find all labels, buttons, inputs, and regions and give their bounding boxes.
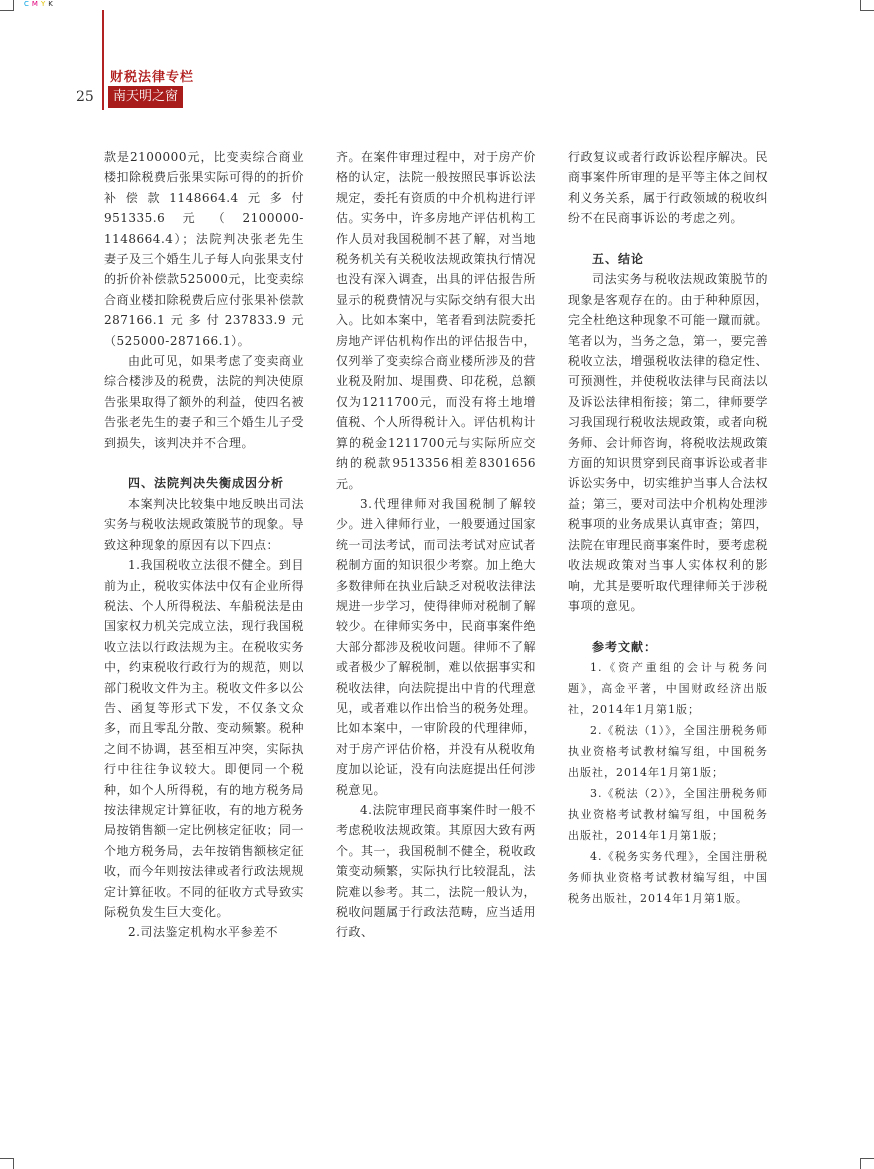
page-number: 25 [76, 89, 94, 105]
header-rule [102, 10, 104, 110]
reference-item: 2.《税法（1）》，全国注册税务师执业资格考试教材编写组，中国税务出版社，2014年1月第1版； [568, 724, 768, 780]
text-column-3 [568, 147, 768, 909]
references-heading: 参考文献： [592, 639, 658, 654]
reference-item: 1.《资产重组的会计与税务问题》，高金平著，中国财政经济出版社，2014年1月第1版； [568, 661, 768, 717]
crop-mark [860, 10, 874, 11]
crop-mark [860, 1158, 874, 1159]
crop-mark [13, 1159, 14, 1169]
paragraph: 3.代理律师对我国税制了解较少。进入律师行业，一般要通过国家统一司法考试，而司法考试对应试者税制方面的知识很少考察。加上绝大多数律师在执业后缺乏对税收法律法规进一步学习，使得律师对税制了解较少。在律师实务中，民商事案件绝大部分都涉及税收问题。律师不了解或者极少了解税制，难以依据事实和税收法律，向法院提出中肯的代理意见，或者难以作出恰当的税务处理。比如本案中，一审阶段的代理律师，对于房产评估价格，并没有从税收角度加以论证，没有向法庭提出任何涉税意见。 [336, 496, 537, 797]
section-title: 财税法律专栏 [110, 70, 195, 85]
section-heading: 四、法院判决失衡成因分析 [128, 476, 285, 491]
paragraph: 2.司法鉴定机构水平参差不 [128, 925, 278, 940]
crop-mark [0, 10, 14, 11]
reference-item: 3.《税法（2）》，全国注册税务师执业资格考试教材编写组，中国税务出版社，2014年1月第1版； [568, 787, 768, 843]
text-column-2 [336, 147, 536, 943]
text-column-1 [104, 147, 304, 943]
section-heading: 五、结论 [592, 252, 645, 267]
paragraph: 1.我国税收立法很不健全。到目前为止，税收实体法中仅有企业所得税法、个人所得税法、车船税法是由国家权力机关完成立法，现行我国税收立法以行政法规为主。在税收实务中，约束税收行政行为的规范，则以部门税收文件为主。税收文件多以公告、函复等形式下发，不仅条文众多，而且零乱分散、变动频繁。税种之间不协调，甚至相互冲突，实际执行中往往争议较大。即便同一个税种，如个人所得税，有的地方税务局按法律规定计算征收，有的地方税务局按销售额一定比例核定征收；同一个地方税务局，去年按销售额核定征收，而今年则按法律或者行政法规规定计算征收。不同的征收方式导致实际税负发生巨大变化。 [104, 558, 305, 920]
paragraph: 司法实务与税收法规政策脱节的现象是客观存在的。由于种种原因，完全杜绝这种现象不可能一蹴而就。笔者以为，当务之急，第一，要完善税收立法，增强税收法律的稳定性、可预测性，并使税收法律与民商法以及诉讼法律相衔接；第二，律师要学习我国现行税收法规政策，或者向税务师、会计师咨询，将税收法规政策方面的知识贯穿到民商事诉讼或者非诉讼实务中，切实维护当事人合法权益；第三，要对司法中介机构处理涉税事项的业务成果认真审查；第四，法院在审理民商事案件时，要考虑税收法规政策对当事人实体权利的影响，尤其是要听取代理律师关于涉税事项的意见。 [568, 272, 769, 613]
crop-mark [0, 1158, 14, 1159]
reference-item: 4.《税务实务代理》，全国注册税务师执业资格考试教材编写组，中国税务出版社，2014年1月第1版。 [568, 850, 768, 906]
column-name-badge: 南天明之窗 [108, 86, 183, 108]
paragraph: 由此可见，如果考虑了变卖商业综合楼涉及的税费，法院的判决使原告张果取得了额外的利益，使四名被告张老先生的妻子和三个婚生儿子受到损失，该判决并不合理。 [104, 354, 305, 450]
paragraph: 行政复议或者行政诉讼程序解决。民商事案件所审理的是平等主体之间权利义务关系，属于行政领域的税收纠纷不在民商事诉讼的考虑之列。 [568, 150, 769, 226]
crop-mark [860, 0, 861, 10]
paragraph: 齐。在案件审理过程中，对于房产价格的认定，法院一般按照民事诉讼法规定，委托有资质的中介机构进行评估。实务中，许多房地产评估机构工作人员对我国税制不甚了解，对当地税务机关有关税收法规政策执行情况也没有深入调查，出具的评估报告所显示的税费情况与实际交纳有很大出入。比如本案中，笔者看到法院委托房地产评估机构作出的评估报告中，仅列举了变卖综合商业楼所涉及的营业税及附加、堤围费、印花税，总额仅为1211700元，而没有将土地增值税、个人所得税计入。评估机构计算的税金1211700元与实际所应交纳的税款9513356相差8301656元。 [336, 150, 537, 491]
cmyk-print-marks: CMYK [24, 0, 56, 8]
crop-mark [13, 0, 14, 10]
paragraph: 款是2100000元，比变卖综合商业楼扣除税费后张果实际可得的的折价补偿款1148664.4元多付951335.6元（2100000-1148664.4）；法院判决张老先生妻子及三个婚生儿子每人向张果支付的折价补偿款525000元，比变卖综合商业楼扣除税费后应付张果补偿款287166.1元多付237833.9元（525000-287166.1）。 [104, 150, 305, 348]
paragraph: 本案判决比较集中地反映出司法实务与税收法规政策脱节的现象。导致这种现象的原因有以下四点： [104, 496, 305, 552]
paragraph: 4.法院审理民商事案件时一般不考虑税收法规政策。其原因大致有两个。其一，我国税制不健全，税收政策变动频繁，实际执行比较混乱，法院难以参考。其二，法院一般认为，税收问题属于行政法范畴，应当适用行政、 [336, 803, 537, 940]
crop-mark [860, 1159, 861, 1169]
